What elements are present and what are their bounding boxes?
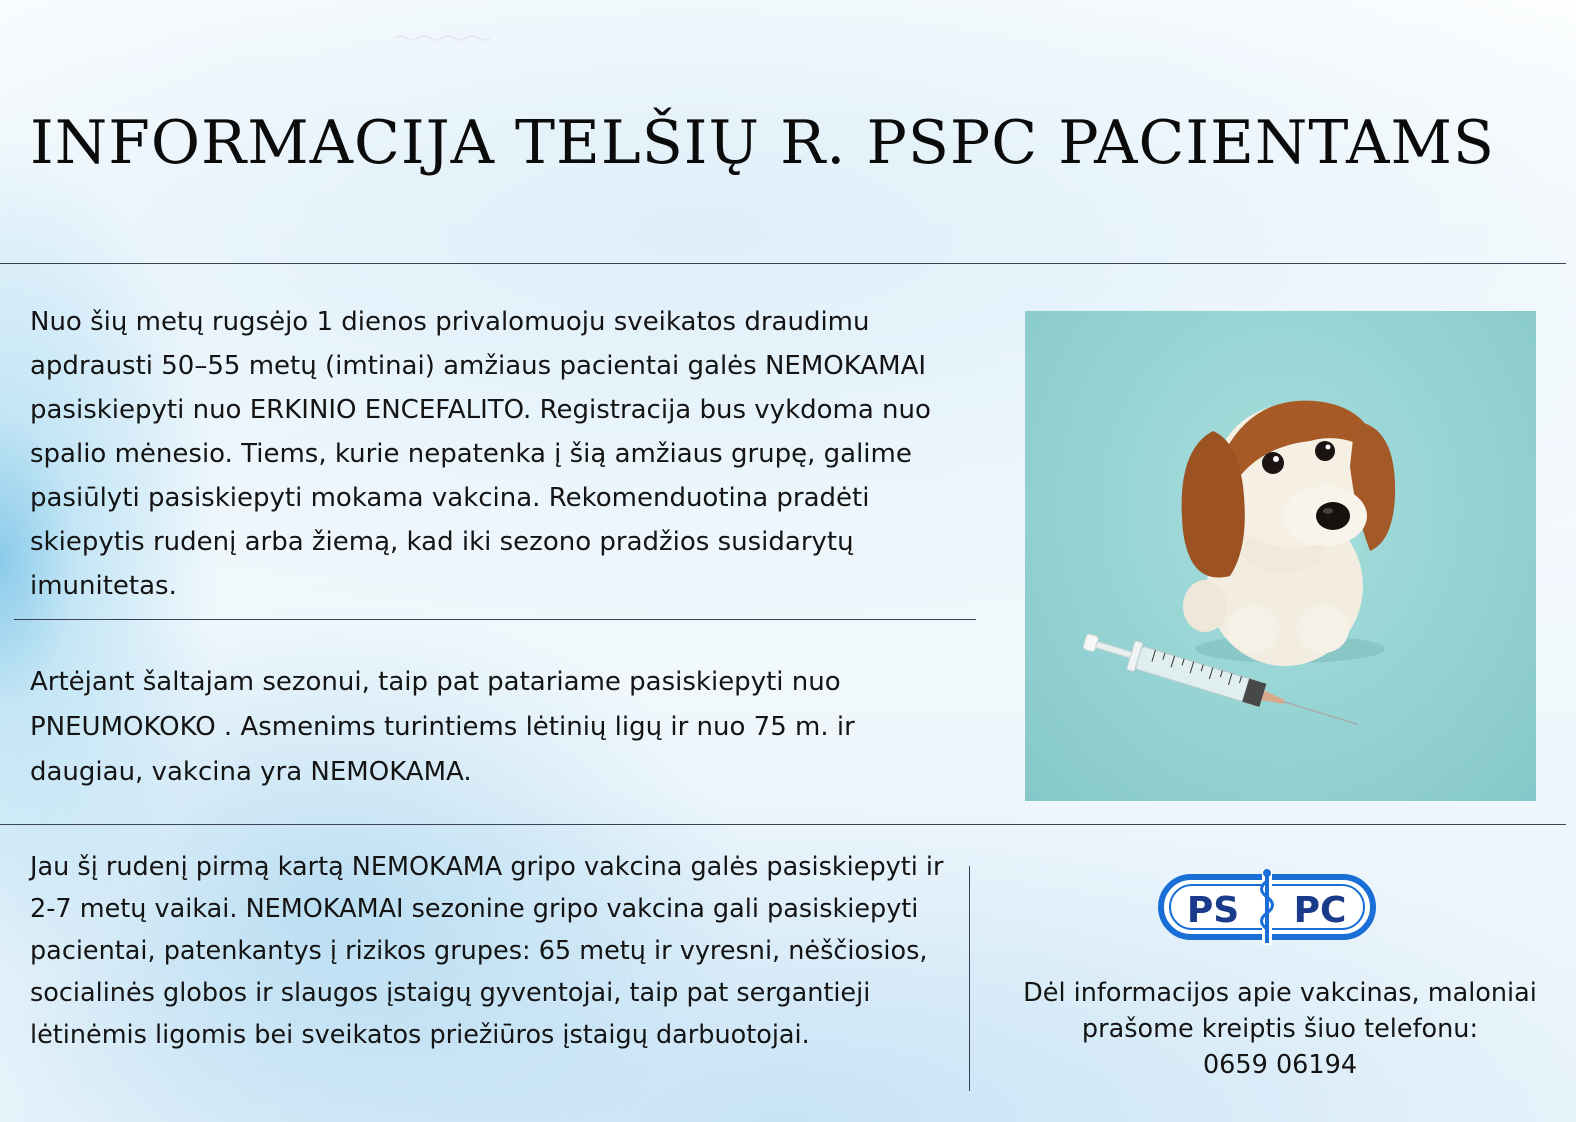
logo-left-text: PS: [1186, 890, 1240, 931]
page-title: INFORMACIJA TELŠIŲ R. PSPC PACIENTAMS: [30, 108, 1495, 178]
contact-info: [985, 975, 1575, 1083]
contact-line-2: prašome kreiptis šiuo telefonu:: [1081, 1014, 1479, 1044]
plush-dog-photo: [1025, 311, 1536, 801]
divider-vertical: [969, 866, 970, 1091]
paragraph-flu-vaccine: Jau šį rudenį pirmą kartą NEMOKAMA gripo vakcina galės pasiskiepyti ir 2-7 metų vaikai. NEMOKAMAI sezonine gripo vakcina gali pasiskiepyti pacientai, patenkantys į rizikos grupes: 65 metų ir vyresni, nėščiosios, socialinės globos ir slaugos įstaigų gyventojai, taip pat sergantieji lėtinėmis ligomis bei sveikatos priežiūros įstaigų darbuotojai.: [30, 852, 944, 1050]
logo-right-text: PC: [1293, 890, 1347, 931]
decorative-wave: [392, 33, 492, 43]
plush-dog-with-syringe-icon: [1025, 311, 1536, 801]
divider-top: [0, 263, 1566, 264]
divider-bottom: [0, 824, 1566, 825]
contact-line-1: Dėl informacijos apie vakcinas, maloniai: [1023, 978, 1537, 1008]
paragraph-pneumococcus: Artėjant šaltajam sezonui, taip pat patariame pasiskiepyti nuo PNEUMOKOKO . Asmenims turintiems lėtinių ligų ir nuo 75 m. ir daugiau, vakcina yra NEMOKAMA.: [30, 667, 855, 787]
contact-phone[interactable]: 0659 06194: [1202, 1050, 1358, 1080]
paragraph-tick-borne-encephalitis: Nuo šių metų rugsėjo 1 dienos privalomuoju sveikatos draudimu apdrausti 50–55 metų (imtinai) amžiaus pacientai galės NEMOKAMAI pasiskiepyti nuo ERKINIO ENCEFALITO. Registracija bus vykdoma nuo spalio mėnesio. Tiems, kurie nepatenka į šią amžiaus grupę, galime pasiūlyti pasiskiepyti mokama vakcina. Rekomenduotina pradėti skiepytis rudenį arba žiemą, kad iki sezono pradžios susidarytų imunitetas.: [30, 307, 931, 601]
pspc-logo: [1158, 867, 1376, 947]
divider-middle-left: [14, 619, 976, 620]
